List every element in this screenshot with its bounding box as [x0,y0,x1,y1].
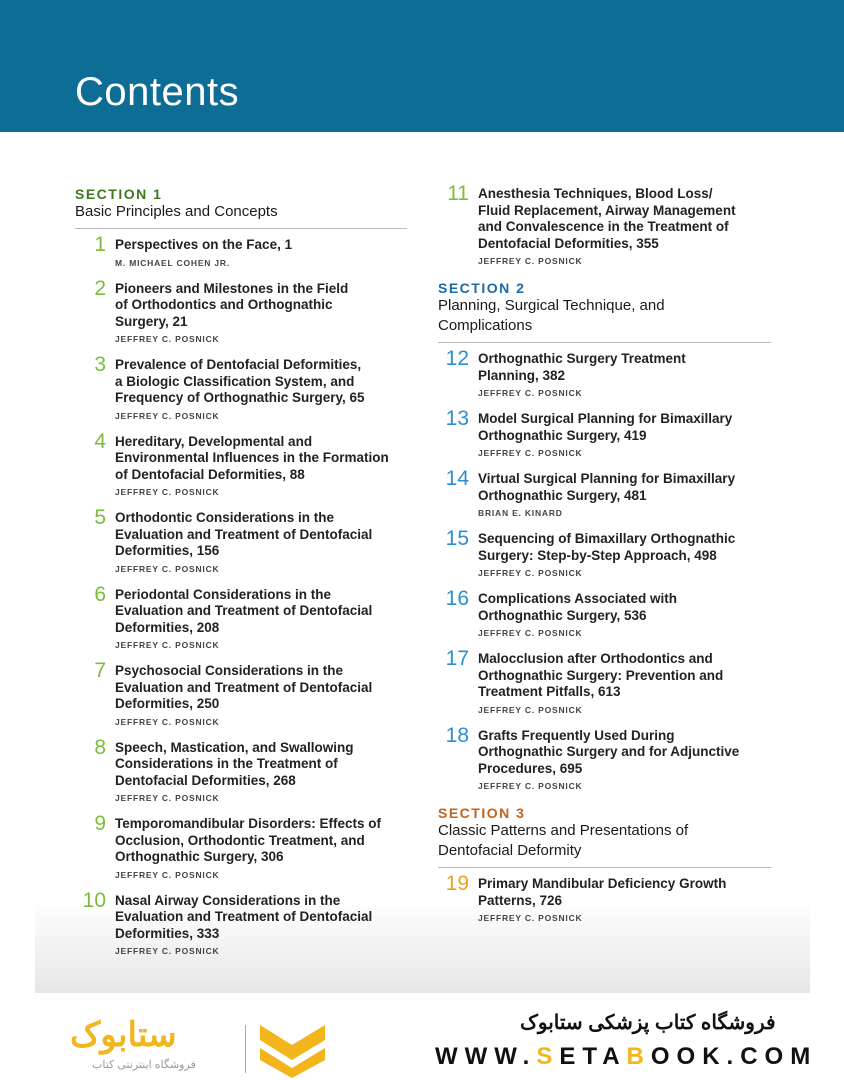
section-label: SECTION 3 [438,805,526,821]
section-title-line: Classic Patterns and Presentations of [438,822,689,839]
chapter-title-line: Frequency of Orthognathic Surgery, 65 [115,390,365,405]
chapter-number: 11 [447,182,469,205]
toc-entry[interactable] [438,872,771,923]
chapter-author: JEFFREY C. POSNICK [115,487,220,497]
logo-text: ستابوک [70,1016,177,1054]
toc-right-column [438,182,771,936]
toc-entry[interactable] [75,429,407,498]
section-title [438,296,771,343]
chapter-title-line: Orthognathic Surgery Treatment [478,351,686,366]
chapter-number: 17 [445,647,469,670]
chapter-title-line: Grafts Frequently Used During [478,727,675,743]
chapter-title-line: of Orthodontics and Orthognathic [115,297,333,312]
chapter-number: 6 [94,582,106,606]
chapter-title-line: Orthognathic Surgery, 481 [478,487,647,503]
chapter-author: JEFFREY C. POSNICK [478,781,583,791]
chapter-title-line: Orthognathic Surgery: Prevention and [478,667,724,683]
chapter-title-line: Dentofacial Deformities, 355 [478,235,659,251]
chapter-title-line: Orthognathic Surgery and for Adjunctive [478,744,740,759]
section-title [75,202,407,229]
chapter-title-line: of Dentofacial Deformities, 88 [115,466,305,482]
toc-entry[interactable] [75,353,407,421]
chapter-title-line: Orthodontic Considerations in the [115,510,334,525]
chapter-author: BRIAN E. KINARD [478,508,563,518]
chapter-title-line: Surgery, 21 [115,313,188,329]
toc-entry[interactable] [438,723,771,792]
chapter-number: 10 [82,888,106,912]
chapter-title-line: Deformities, 208 [115,619,220,635]
chapter-number: 14 [445,467,469,490]
toc-entry[interactable] [438,467,771,518]
chapter-title-line: Psychosocial Considerations in the [115,663,344,678]
toc-entry[interactable] [75,233,407,268]
toc-left-column [75,186,407,969]
toc-entry[interactable] [75,735,407,804]
header-banner [0,0,844,132]
chapter-title-line: Deformities, 250 [115,696,220,711]
chapter-author: JEFFREY C. POSNICK [478,568,583,578]
section-title-line: Complications [438,317,533,334]
chapter-title-line: Malocclusion after Orthodontics and [478,651,713,666]
chapter-number: 7 [94,659,106,682]
section-heading [438,280,771,343]
chapter-number: 16 [445,587,469,610]
shop-url[interactable] [435,1043,817,1071]
chapter-number: 4 [94,429,106,453]
toc-entry[interactable] [75,506,407,574]
logo-divider [245,1025,246,1073]
url-part: S [536,1043,560,1070]
chapter-title-line: Patterns, 726 [478,892,563,908]
toc-entry[interactable] [75,888,407,957]
chapter-author: JEFFREY C. POSNICK [478,256,583,266]
chapter-title-line: Nasal Airway Considerations in the [115,892,341,908]
url-part: OOK.COM [650,1043,818,1070]
chapter-title-line: Orthognathic Surgery, 536 [478,607,647,623]
chapter-author: JEFFREY C. POSNICK [115,716,220,727]
chapter-author: JEFFREY C. POSNICK [115,869,220,880]
chapter-title-line: Dentofacial Deformities, 268 [115,772,296,788]
logo-subtitle: فروشگاه اینترنتی کتاب [92,1059,196,1071]
section-title-line: Dentofacial Deformity [438,842,582,859]
chapter-title-line: Occlusion, Orthodontic Treatment, and [115,832,365,848]
chapter-title-line: Sequencing of Bimaxillary Orthognathic [478,531,736,546]
section-heading [75,186,407,229]
chapter-title-line: Treatment Pitfalls, 613 [478,684,621,699]
section-title-line: Basic Principles and Concepts [75,203,278,220]
chapter-title-line: Complications Associated with [478,591,678,606]
chapter-title-line: Fluid Replacement, Airway Management [478,202,736,218]
chapter-title-line: Deformities, 333 [115,925,220,941]
chapter-title-line: Orthognathic Surgery, 306 [115,849,284,864]
chapter-title-line: Primary Mandibular Deficiency Growth [478,876,727,891]
chapter-title-line: Evaluation and Treatment of Dentofacial [115,679,373,695]
chapter-author: JEFFREY C. POSNICK [478,388,583,398]
section-heading [438,805,771,868]
section-label: SECTION 1 [75,186,163,202]
chapter-author: M. MICHAEL COHEN JR. [115,257,231,268]
chapter-author: JEFFREY C. POSNICK [115,410,220,421]
chapter-title-line: Hereditary, Developmental and [115,433,313,449]
chapter-title-line: Deformities, 156 [115,543,220,558]
chapter-title-line: Model Surgical Planning for Bimaxillary [478,411,733,426]
chapter-title-line: Anesthesia Techniques, Blood Loss/ [478,186,713,201]
chapter-number: 18 [445,723,469,747]
url-part: WWW. [435,1043,537,1070]
chapter-author: JEFFREY C. POSNICK [115,946,220,956]
url-part: ETA [559,1043,627,1070]
chapter-author: JEFFREY C. POSNICK [478,913,583,923]
toc-entry[interactable] [75,659,407,727]
chapter-title-line: Evaluation and Treatment of Dentofacial [115,909,373,924]
url-part: B [626,1043,651,1070]
chapter-title-line: Periodontal Considerations in the [115,586,332,602]
chapter-title-line: Evaluation and Treatment of Dentofacial [115,603,373,618]
chapter-number: 2 [94,276,106,300]
chapter-title-line: Planning, 382 [478,367,566,383]
chapter-title-line: Temporomandibular Disorders: Effects of [115,816,382,831]
chapter-title-line: Environmental Influences in the Formation [115,450,389,465]
section-title [438,821,771,868]
toc-entry[interactable] [438,527,771,578]
chapter-title-line: Perspectives on the Face, 1 [115,237,293,252]
chapter-title-line: a Biologic Classification System, and [115,373,355,389]
toc-entry[interactable] [75,582,407,651]
chapter-number: 3 [94,353,106,376]
chapter-title-line: Prevalence of Dentofacial Deformities, [115,357,362,372]
chapter-title-line: Surgery: Step-by-Step Approach, 498 [478,547,717,563]
toc-entry[interactable] [438,587,771,638]
toc-entry[interactable] [75,812,407,880]
chapter-title-line: Pioneers and Milestones in the Field [115,280,349,296]
chapter-number: 8 [94,735,106,759]
shop-name: فروشگاه کتاب پزشکی ستابوک [520,1012,776,1034]
chevron-logo-icon [255,1020,330,1078]
chapter-author: JEFFREY C. POSNICK [115,334,220,344]
chapter-title-line: Virtual Surgical Planning for Bimaxillary [478,471,736,486]
chapter-author: JEFFREY C. POSNICK [478,704,583,715]
section-label: SECTION 2 [438,280,526,296]
chapter-number: 13 [445,407,469,430]
chapter-title-line: Considerations in the Treatment of [115,756,338,771]
chapter-number: 1 [94,233,106,256]
chapter-author: JEFFREY C. POSNICK [478,448,583,458]
toc-entry[interactable] [75,276,407,345]
chapter-title-line: and Convalescence in the Treatment of [478,219,729,234]
chapter-title-line: Orthognathic Surgery, 419 [478,427,647,443]
chapter-number: 15 [445,527,469,550]
toc-entry[interactable] [438,407,771,458]
chapter-title-line: Evaluation and Treatment of Dentofacial [115,526,373,542]
chapter-author: JEFFREY C. POSNICK [478,628,583,638]
chapter-author: JEFFREY C. POSNICK [115,563,220,574]
toc-entry[interactable] [438,347,771,398]
chapter-author: JEFFREY C. POSNICK [115,640,220,650]
page-title: Contents [75,70,240,114]
section-title-line: Planning, Surgical Technique, and [438,297,665,314]
chapter-number: 19 [445,872,469,895]
chapter-title-line: Procedures, 695 [478,760,583,776]
chapter-number: 12 [445,347,469,370]
chapter-author: JEFFREY C. POSNICK [115,793,220,803]
chapter-number: 9 [94,812,106,835]
chapter-title-line: Speech, Mastication, and Swallowing [115,739,354,755]
toc-entry[interactable] [438,182,771,266]
toc-entry[interactable] [438,647,771,715]
chapter-number: 5 [94,506,106,529]
